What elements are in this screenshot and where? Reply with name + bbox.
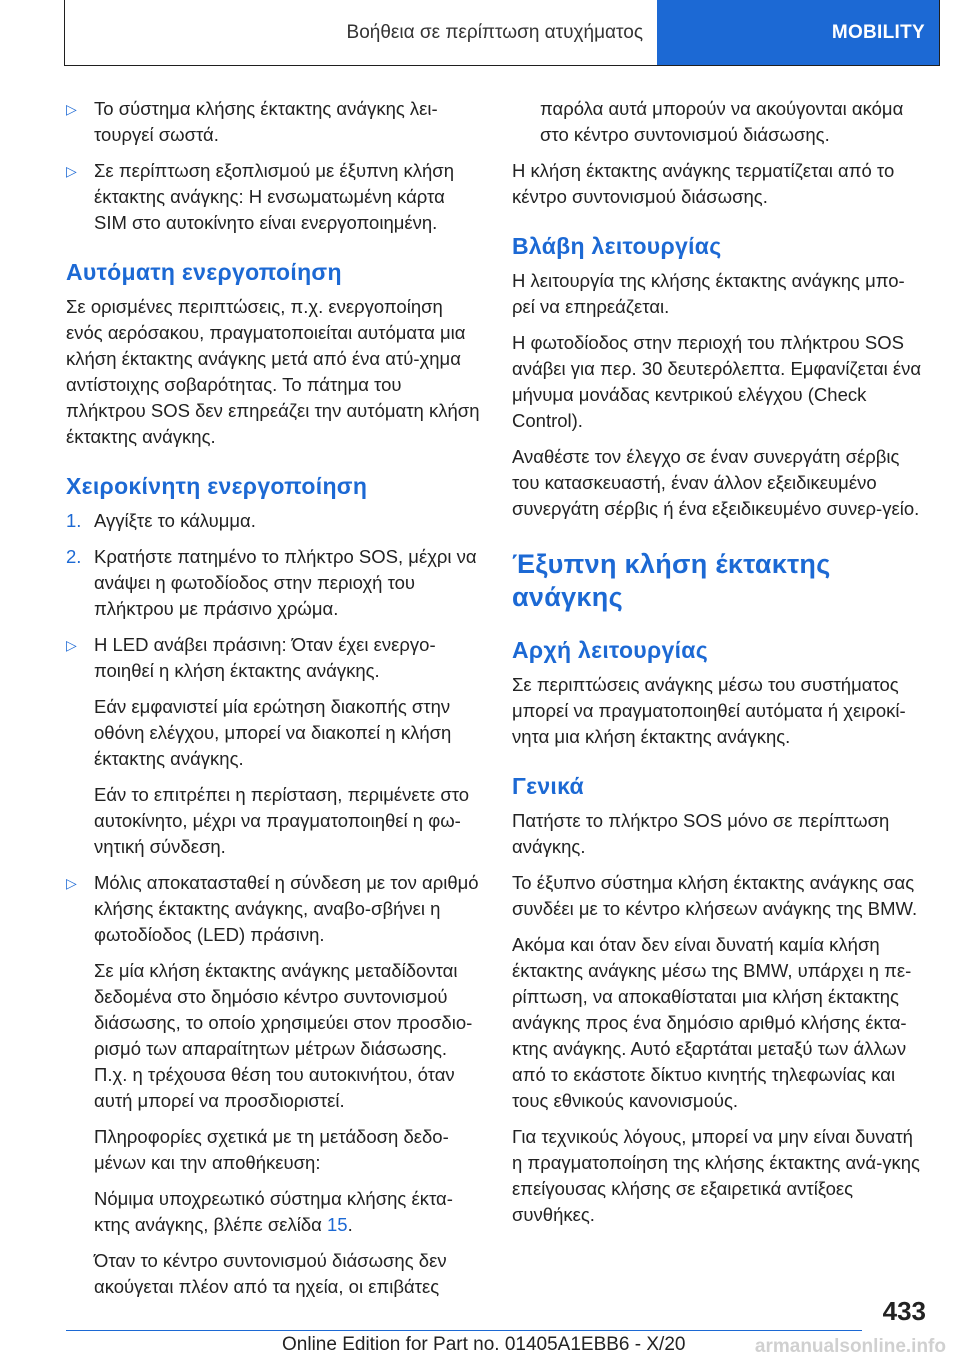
paragraph: Η φωτοδίοδος στην περιοχή του πλήκτρου SOS ανάβει για περ. 30 δευτερόλεπτα. Εμφανίζεται ένα μήνυμα μονάδας κεντρικού ελέγχου (Check Control).: [512, 332, 922, 431]
step-number: 1.: [66, 510, 82, 531]
indented-paragraph: Πληροφορίες σχετικά με τη μετάδοση δεδο-μένων και την αποθήκευση:: [94, 1126, 449, 1173]
step-text: Αγγίξτε το κάλυμμα.: [94, 510, 256, 531]
step-item: [66, 544, 480, 622]
step-item: [66, 508, 480, 534]
step-text: Κρατήστε πατημένο το πλήκτρο SOS, μέχρι να ανάψει η φωτοδίοδος στην περιοχή του πλήκτρου με πράσινο χρώμα.: [94, 546, 477, 619]
paragraph: Το έξυπνο σύστημα κλήση έκτακτης ανάγκης σας συνδέει με το κέντρο κλήσεων ανάγκης της BMW.: [512, 872, 918, 919]
heading-automatic-activation: Αυτόματη ενεργοποίηση: [66, 259, 342, 285]
paragraph: Σε περιπτώσεις ανάγκης μέσω του συστήματος μπορεί να πραγματοποιηθεί αυτόματα ή χειροκί-νητα μια κλήση έκτακτης ανάγκης.: [512, 674, 906, 747]
indented-paragraph: [66, 1186, 480, 1238]
indented-paragraph: Σε μία κλήση έκτακτης ανάγκης μεταδίδονται δεδομένα στο δημόσιο κέντρο συντονισμού διάσωσης, το οποίο χρησιμεύει στον προσδιο-ρισμό των απαραίτητων μέτρων διάσωσης. Π.χ. η τρέχουσα θέση του αυτοκινήτου, όταν αυτή μπορεί να προσδιοριστεί.: [94, 960, 473, 1111]
heading-manual-activation: Χειροκίνητη ενεργοποίηση: [66, 473, 368, 499]
heading-intelligent-emergency-call: Έξυπνη κλήση έκτακτης ανάγκης: [512, 549, 831, 612]
bullet-item: ▷ Η LED ανάβει πράσινη: Όταν έχει ενεργο-ποιηθεί η κλήση έκτακτης ανάγκης.: [66, 632, 480, 684]
bullet-item: ▷ Μόλις αποκατασταθεί η σύνδεση με τον αριθμό κλήσης έκτακτης ανάγκης, αναβο-σβήνει η φωτοδίοδος (LED) πράσινη.: [66, 870, 480, 948]
heading-general: Γενικά: [512, 773, 584, 799]
paragraph: Αναθέστε τον έλεγχο σε έναν συνεργάτη σέρβις του κατασκευαστή, έναν άλλον εξειδικευμένο συνεργάτη σέρβις ή ένα εξειδικευμένο συνερ-γείο.: [512, 446, 920, 519]
paragraph: Πατήστε το πλήκτρο SOS μόνο σε περίπτωση ανάγκης.: [512, 810, 890, 857]
chapter-title: Βοήθεια σε περίπτωση ατυχήματος: [346, 21, 643, 43]
watermark: armanualsonline.info: [754, 1336, 946, 1357]
bullet-item: ▷ Το σύστημα κλήσης έκτακτης ανάγκης λει-τουργεί σωστά.: [66, 96, 480, 148]
text: Νόμιμα υποχρεωτικό σύστημα κλήσης έκτα-κτης ανάγκης, βλέπε σελίδα: [94, 1188, 453, 1235]
heading-principle: Αρχή λειτουργίας: [512, 637, 708, 663]
footer-divider: [66, 1330, 862, 1331]
page-header: [64, 0, 940, 66]
paragraph: Η λειτουργία της κλήσης έκτακτης ανάγκης μπο-ρεί να επηρεάζεται.: [512, 270, 905, 317]
text: .: [347, 1214, 353, 1235]
indented-paragraph: Εάν εμφανιστεί μία ερώτηση διακοπής στην οθόνη ελέγχου, μπορεί να διακοπεί η κλήση έκτακτης ανάγκης.: [94, 696, 452, 769]
step-number: 2.: [66, 546, 82, 567]
paragraph: Ακόμα και όταν δεν είναι δυνατή καμία κλήση έκτακτης ανάγκης μέσω της BMW, υπάρχει η πε-ρίπτωση, να αποκαθίσταται μια κλήση έκτακτης ανάγκης προς ένα δημόσιο αριθμό κλήσης έκτα-κτης ανάγκης. Αυτό εξαρτάται μεταξύ των άλλων από το εκάστοτε δίκτυο κινητής τηλεφωνίας και τους εθνικούς κανονισμούς.: [512, 934, 912, 1111]
section-tab-mobility[interactable]: MOBILITY: [657, 0, 939, 65]
paragraph: Για τεχνικούς λόγους, μπορεί να μην είναι δυνατή η πραγματοποίηση της κλήσης έκτακτης ανά-γκης επείγουσας κλήσης σε εξαιρετικά αντίξοες συνθήκες.: [512, 1126, 920, 1225]
right-column: [512, 96, 926, 1238]
bullet-item: ▷ Σε περίπτωση εξοπλισμού με έξυπνη κλήση έκτακτης ανάγκης: Η ενσωματωμένη κάρτα SIM στο αυτοκίνητο είναι ενεργοποιημένη.: [66, 158, 480, 236]
paragraph: Η κλήση έκτακτης ανάγκης τερματίζεται από το κέντρο συντονισμού διάσωσης.: [512, 160, 895, 207]
paragraph: Σε ορισμένες περιπτώσεις, π.χ. ενεργοποίηση ενός αερόσακου, πραγματοποιείται αυτόματα μια κλήση έκτακτης ανάγκης μετά από ένα ατύ-χημα αντίστοιχης σοβαρότητας. Το πάτημα του πλήκτρου SOS δεν επηρεάζει την αυτόματη κλήση έκτακτης ανάγκης.: [66, 296, 480, 447]
footer-edition: Online Edition for Part no. 01405A1EBB6 - X/20: [282, 1334, 686, 1355]
indented-paragraph: Όταν το κέντρο συντονισμού διάσωσης δεν ακούγεται πλέον από τα ηχεία, οι επιβάτες: [94, 1250, 447, 1297]
page-link[interactable]: 15: [326, 1214, 348, 1235]
page-number: 433: [882, 1296, 926, 1326]
indented-paragraph: παρόλα αυτά μπορούν να ακούγονται ακόμα στο κέντρο συντονισμού διάσωσης.: [540, 98, 904, 145]
left-column: [66, 96, 480, 1310]
indented-paragraph: Εάν το επιτρέπει η περίσταση, περιμένετε στο αυτοκίνητο, μέχρι να πραγματοποιηθεί η φω-νητική σύνδεση.: [94, 784, 470, 857]
heading-malfunction: Βλάβη λειτουργίας: [512, 233, 722, 259]
